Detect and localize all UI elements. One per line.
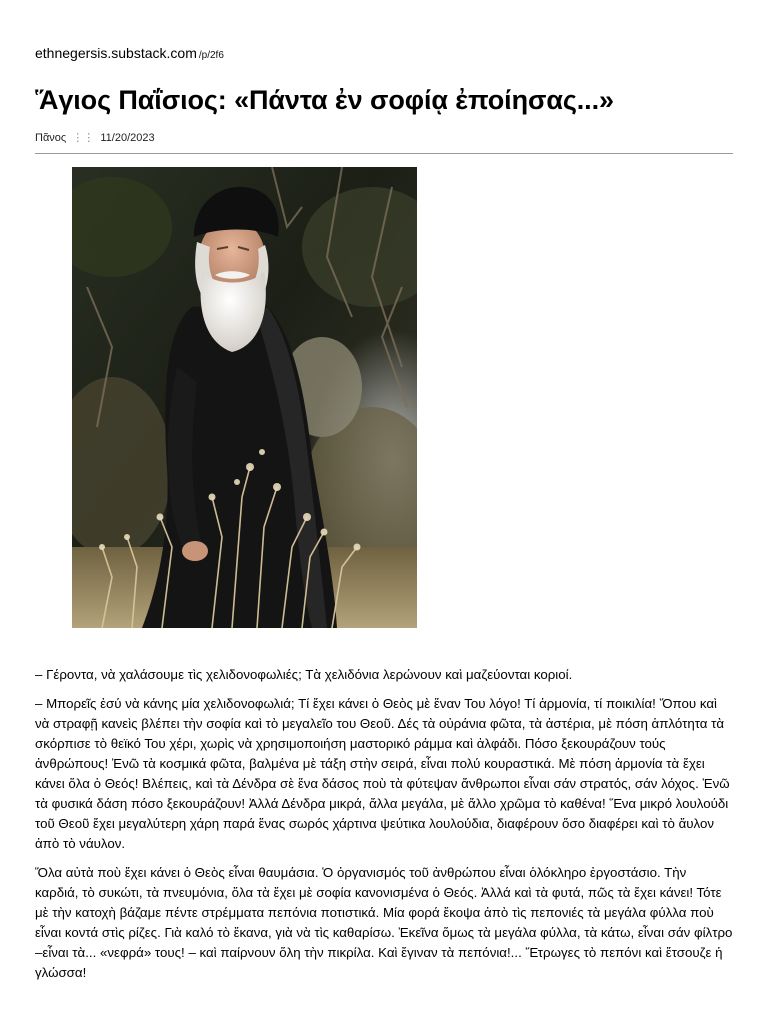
monk-portrait-image xyxy=(72,167,417,628)
article-meta xyxy=(35,131,155,145)
paragraph-creation: Ὅλα αὐτὰ ποὺ ἔχει κάνει ὁ Θεὸς εἶναι θαυμάσια. Ὁ ὀργανισμός τοῦ ἀνθρώπου εἶναι ὁλόκληρο ἐργοστάσιο. Τὴν καρδιά, τὸ συκώτι, τὰ πνευμόνια, ὅλα τὰ ἔχει μὲ σοφία κανονισμένα ὁ Θεός. Ἀλλά καὶ τὰ φυτά, πῶς τὰ ἔχει κάνει! Τότε μὲ τὴν κατοχὴ βάζαμε πέντε στρέμματα πεπόνια ποτιστικά. Μία φορά ἔκοψα ἀπὸ τὶς πεπονιές τὰ μεγάλα φύλλα ποὺ εἶναι κοντά στὶς ρίζες. Γιὰ καλό τὸ ἔκανα, γιὰ νὰ τὶς καθαρίσω. Ἐκεῖνα ὅμως τὰ μεγάλα φύλλα, τὰ κάτω, εἶναι σάν φίλτρο –εἶναι τὰ... «νεφρά» τους! – καὶ παίρνουν ὅλη τὴν πικρίλα. Καὶ ἔγιναν τὰ πεπόνια!... Ἔτρωγες τὸ πεπόνι καὶ ἔτσουζε ἡ γλώσσα! xyxy=(35,865,733,980)
source-url[interactable] xyxy=(35,45,224,64)
source-path[interactable]: /p/2f6 xyxy=(198,50,224,61)
article-photo xyxy=(72,167,417,628)
paragraph-question: – Γέροντα, νὰ χαλάσουμε τὶς χελιδονοφωλιές; Τὰ χελιδόνια λερώνουν καὶ μαζεύονται κοριοί. xyxy=(35,667,573,682)
author-name: Πᾶνος xyxy=(35,132,67,144)
publish-date: 11/20/2023 xyxy=(100,132,155,144)
header-divider xyxy=(35,153,733,154)
article-title: Ἅγιος Παΐσιος: «Πάντα ἐν σοφίᾳ ἐποίησας...» xyxy=(35,85,614,115)
meta-separator: ⋮⋮ xyxy=(72,132,95,144)
article-body xyxy=(35,665,733,992)
source-domain[interactable]: ethnegersis.substack.com xyxy=(35,45,197,61)
paragraph-answer: – Μπορεῖς ἐσύ νὰ κάνης μία χελιδονοφωλιά; Τί ἔχει κάνει ὁ Θεὸς μὲ ἕναν Του λόγο! Τί ἁρμονία, τί ποικιλία! Ὅπου καὶ νὰ στραφῇ κανεὶς βλέπει τὴν σοφία καὶ τὸ μεγαλεῖο του Θεοῦ. Δές τὰ οὐράνια φῶτα, τὰ ἀστέρια, μὲ πόση ἁπλότητα τὰ σκόρπισε τὸ θεϊκό Του χέρι, χωρὶς νὰ χρησιμοποιήση μαστορικό ράμμα καὶ ἀλφάδι. Πόσο ξεκουράζουν τούς ἀνθρώπους! Ἐνῶ τὰ κοσμικά φῶτα, βαλμένα μὲ τάξη στὴν σειρά, εἶναι πολύ κουραστικά. Μὲ πόση ἁρμονία τὰ ἔχει κάνει ὅλα ὁ Θεός! Βλέπεις, καὶ τὰ Δένδρα σὲ ἕνα δάσος ποὺ τὰ φύτεψαν ἄνθρωποι εἶναι σάν στρατός, σάν λόχος. Ἐνῶ τὰ φυσικά δάση πόσο ξεκουράζουν! Ἀλλά Δένδρα μικρά, ἄλλα μεγάλα, μὲ ἄλλο χρῶμα τὸ καθένα! Ἕνα μικρό λουλούδι τοῦ Θεοῦ ἔχει μεγαλύτερη χάρη παρά ἕνας σωρός χάρτινα ψεύτικα λουλούδια, διαφέρουν ὅσο διαφέρει καὶ τὸ ἄυλον ἀπὸ τὸ νάυλον. xyxy=(35,696,730,851)
